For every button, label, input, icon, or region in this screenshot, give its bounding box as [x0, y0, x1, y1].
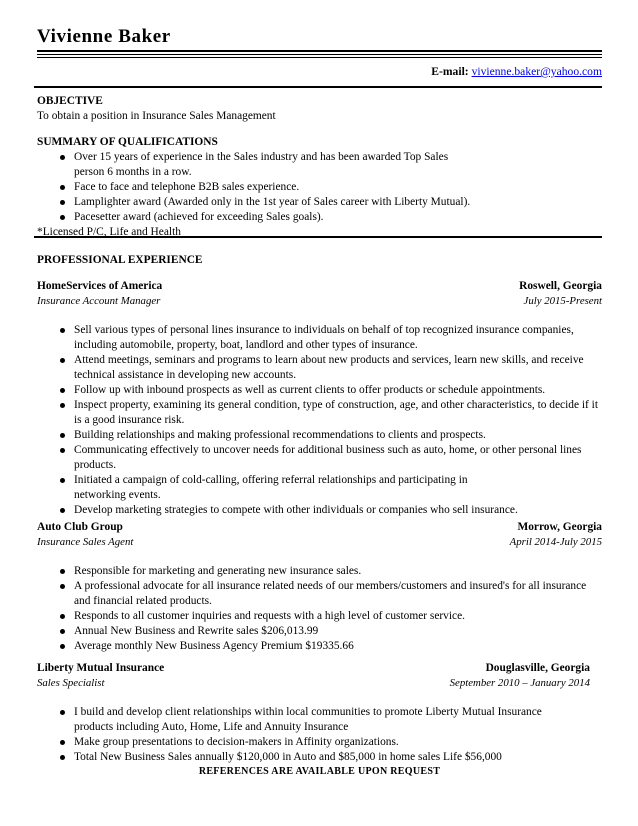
job-title: Sales Specialist	[37, 677, 105, 689]
list-item: Attend meetings, seminars and programs to learn about new products and services, learn new skills, and receive technical assistance in developing new accounts.	[37, 353, 602, 383]
list-item: Total New Business Sales annually $120,000 in Auto and $85,000 in home sales Life $56,000	[37, 750, 602, 765]
list-item: Over 15 years of experience in the Sales industry and has been awarded Top Sales person 6 months in a row.	[37, 150, 602, 180]
list-item: Develop marketing strategies to compete with other individuals or companies who sell insurance.	[37, 503, 602, 518]
license-note: *Licensed P/C, Life and Health	[37, 226, 181, 238]
objective-text: To obtain a position in Insurance Sales Management	[37, 110, 276, 122]
job-company: Liberty Mutual Insurance	[37, 662, 165, 674]
job-duties	[37, 705, 602, 765]
job-dates: April 2014-July 2015	[509, 536, 602, 548]
job-dates: July 2015-Present	[523, 295, 602, 307]
candidate-name: Vivienne Baker	[37, 26, 171, 47]
list-item: Communicating effectively to uncover needs for additional business such as auto, home, or other personal lines products.	[37, 443, 602, 473]
list-item: Annual New Business and Rewrite sales $206,013.99	[37, 624, 602, 639]
list-item: I build and develop client relationships within local communities to promote Liberty Mutual Insurance products including Auto, Home, Life and Annuity Insurance	[37, 705, 602, 735]
section-divider	[34, 86, 602, 88]
list-item: Sell various types of personal lines insurance to individuals on behalf of top recognized insurance companies, including automobile, property, boat, landlord and other types of insurance.	[37, 323, 602, 353]
summary-list	[37, 150, 602, 225]
section-divider	[34, 236, 602, 238]
job-location: Morrow, Georgia	[517, 521, 602, 533]
list-item: Responsible for marketing and generating new insurance sales.	[37, 564, 602, 579]
experience-section	[37, 253, 602, 268]
email-link[interactable]: vivienne.baker@yahoo.com	[471, 65, 602, 78]
job-duties	[37, 323, 602, 518]
contact-email	[431, 64, 602, 79]
job-company: HomeServices of America	[37, 280, 163, 292]
objective-heading: OBJECTIVE	[37, 95, 103, 107]
job-title: Insurance Account Manager	[37, 295, 161, 307]
list-item: Average monthly New Business Agency Premium $19335.66	[37, 639, 602, 654]
job-company: Auto Club Group	[37, 521, 123, 533]
list-item: Face to face and telephone B2B sales experience.	[37, 180, 602, 195]
summary-heading: SUMMARY OF QUALIFICATIONS	[37, 136, 218, 148]
references-note: REFERENCES ARE AVAILABLE UPON REQUEST	[198, 766, 441, 777]
list-item: Building relationships and making professional recommendations to clients and prospects.	[37, 428, 602, 443]
list-item: Initiated a campaign of cold-calling, offering referral relationships and participating in networking events.	[37, 473, 602, 503]
email-label: E-mail:	[431, 65, 469, 78]
header-rule-thick	[37, 50, 602, 52]
list-item: Responds to all customer inquiries and requests with a high level of customer service.	[37, 609, 602, 624]
header-rule-double	[37, 54, 602, 58]
list-item: Inspect property, examining its general condition, type of construction, age, and other characteristics, to decide if it is a good insurance risk.	[37, 398, 602, 428]
summary-section	[37, 135, 602, 240]
job-entry	[37, 520, 602, 654]
job-title: Insurance Sales Agent	[37, 536, 134, 548]
list-item: Make group presentations to decision-makers in Affinity organizations.	[37, 735, 602, 750]
job-entry	[37, 279, 602, 518]
job-location: Douglasville, Georgia	[485, 662, 590, 674]
objective-section	[37, 94, 602, 124]
list-item: A professional advocate for all insurance related needs of our members/customers and insured's for all insurance and financial related products.	[37, 579, 602, 609]
experience-heading: PROFESSIONAL EXPERIENCE	[37, 254, 203, 266]
list-item: Lamplighter award (Awarded only in the 1st year of Sales career with Liberty Mutual).	[37, 195, 602, 210]
job-duties	[37, 564, 602, 654]
job-location: Roswell, Georgia	[519, 280, 602, 292]
list-item: Pacesetter award (achieved for exceeding Sales goals).	[37, 210, 602, 225]
list-item: Follow up with inbound prospects as well as current clients to offer products or schedule appointments.	[37, 383, 602, 398]
job-entry	[37, 661, 602, 765]
job-dates: September 2010 – January 2014	[449, 677, 590, 689]
